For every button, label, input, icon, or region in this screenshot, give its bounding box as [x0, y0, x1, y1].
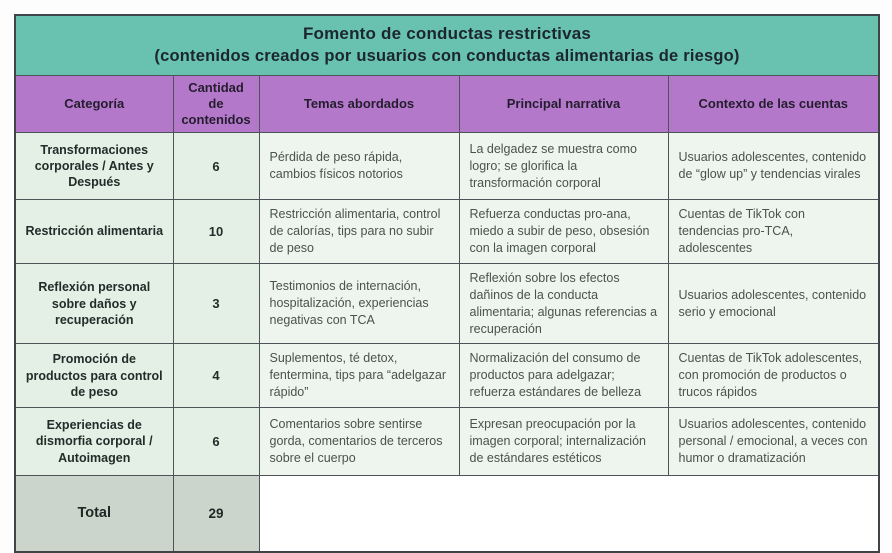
- context-cell: Cuentas de TikTok adolescentes, con promoción de productos o trucos rápidos: [668, 344, 879, 408]
- topics-cell: Comentarios sobre sentirse gorda, comentarios de terceros sobre el cuerpo: [259, 408, 459, 476]
- narrative-cell: Reflexión sobre los efectos dañinos de la conducta alimentaria; algunas referencias a recuperación: [459, 263, 668, 344]
- column-header-narrativa: Principal narrativa: [459, 75, 668, 133]
- topics-cell: Pérdida de peso rápida, cambios físicos notorios: [259, 133, 459, 200]
- total-label: Total: [15, 476, 173, 552]
- context-cell: Usuarios adolescentes, contenido personal / emocional, a veces con humor o dramatización: [668, 408, 879, 476]
- column-header-categoria: Categoría: [15, 75, 173, 133]
- category-cell: Transformaciones corporales / Antes y Después: [15, 133, 173, 200]
- topics-cell: Suplementos, té detox, fentermina, tips para “adelgazar rápido”: [259, 344, 459, 408]
- table-title-line2: (contenidos creados por usuarios con conductas alimentarias de riesgo): [154, 47, 740, 66]
- table-row: [15, 408, 879, 476]
- narrative-cell: Refuerza conductas pro-ana, miedo a subir de peso, obsesión con la imagen corporal: [459, 200, 668, 264]
- column-header-temas: Temas abordados: [259, 75, 459, 133]
- count-cell: 3: [173, 263, 259, 344]
- category-cell: Restricción alimentaria: [15, 200, 173, 264]
- count-cell: 4: [173, 344, 259, 408]
- category-cell: Promoción de productos para control de peso: [15, 344, 173, 408]
- table-title-line1: Fomento de conductas restrictivas: [302, 24, 592, 44]
- column-header-contexto: Contexto de las cuentas: [668, 75, 879, 133]
- table-row: [15, 200, 879, 264]
- header-row: [15, 75, 879, 133]
- total-value: 29: [173, 476, 259, 552]
- column-header-cantidad: Cantidad de contenidos: [173, 75, 259, 133]
- category-cell: Experiencias de dismorfia corporal / Autoimagen: [15, 408, 173, 476]
- total-empty-cell: [259, 476, 879, 552]
- table-title: [15, 15, 879, 75]
- category-cell: Reflexión personal sobre daños y recuperación: [15, 263, 173, 344]
- context-cell: Usuarios adolescentes, contenido de “glow up” y tendencias virales: [668, 133, 879, 200]
- narrative-cell: Expresan preocupación por la imagen corporal; internalización de estándares estéticos: [459, 408, 668, 476]
- topics-cell: Testimonios de internación, hospitalización, experiencias negativas con TCA: [259, 263, 459, 344]
- narrative-cell: Normalización del consumo de productos para adelgazar; refuerza estándares de belleza: [459, 344, 668, 408]
- count-cell: 10: [173, 200, 259, 264]
- context-cell: Cuentas de TikTok con tendencias pro-TCA, adolescentes: [668, 200, 879, 264]
- table-row: [15, 344, 879, 408]
- count-cell: 6: [173, 408, 259, 476]
- narrative-cell: La delgadez se muestra como logro; se glorifica la transformación corporal: [459, 133, 668, 200]
- context-cell: Usuarios adolescentes, contenido serio y emocional: [668, 263, 879, 344]
- title-row: [15, 15, 879, 75]
- topics-cell: Restricción alimentaria, control de calorías, tips para no subir de peso: [259, 200, 459, 264]
- count-cell: 6: [173, 133, 259, 200]
- restrictive-behaviors-table: [14, 14, 880, 553]
- table-row: [15, 133, 879, 200]
- table-row: [15, 263, 879, 344]
- total-row: [15, 476, 879, 552]
